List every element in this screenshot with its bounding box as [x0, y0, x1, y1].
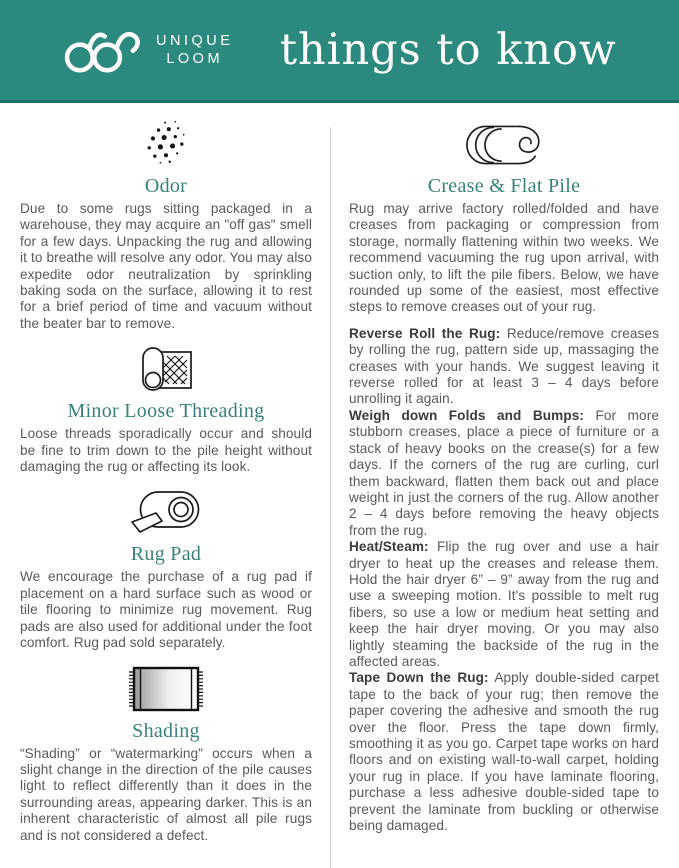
brand-line1: UNIQUE — [156, 32, 234, 49]
section-title-crease-flat-pile: Crease & Flat Pile — [427, 175, 581, 197]
section-odor — [20, 117, 312, 332]
page-title: things to know — [279, 25, 617, 75]
tip-heat-steam — [349, 539, 659, 670]
shaded-rug-fringe-icon — [20, 662, 312, 718]
tip-weigh-down-body: For more stubborn creases, place a piece of furniture or a stack of heavy books on the crease(s) for a few days. If the corners of the rug are curling, curl them backward, flatten them back out and place weight in just the corners of the rug. Allow another 2 – 4 days before removing the heavy objects from the rug. — [349, 407, 659, 538]
section-title-rug-pad: Rug Pad — [130, 543, 202, 566]
tip-heat-steam-body: Flip the rug over and use a hair dryer to heat up the creases and release them. Hold the hair dryer 6” – 9” away from the rug and use a sweeping motion. It's possible to melt rug fibers, so use a low or medium heat setting and keep the hair dryer moving. Or you may also lightly steaming the backside of the rug in the affected areas. — [349, 539, 659, 669]
rug-pad-roll-icon — [20, 485, 312, 541]
section-body-minor-loose-threading: Loose threads sporadically occur and should be fine to trim down to the pile height without damaging the rug or affecting its look. — [20, 426, 312, 475]
section-body-shading: “Shading” or “watermarking” occurs when a slight change in the direction of the pile causes light to reflect differently than it does in the surrounding areas, appearing darker. This is an inherent characteristic of almost all pile rugs and is not considered a defect. — [20, 745, 312, 843]
section-shading — [20, 662, 312, 844]
brand-block — [60, 22, 233, 78]
content-area — [0, 103, 679, 868]
tip-tape-down-label: Tape Down the Rug: — [349, 670, 489, 686]
brand-line2: LOOM — [166, 51, 224, 67]
tip-weigh-down — [349, 408, 659, 539]
section-body-rug-pad: We encourage the purchase of a rug pad if placement on a hard surface such as wood or tile flooring to minimize rug movement. Rug pads are also used for additional under the foot comfort. Rug pad sold separately. — [20, 569, 312, 651]
tip-reverse-roll — [349, 326, 659, 408]
odor-dots-icon — [20, 117, 312, 173]
column-divider — [330, 127, 331, 868]
tip-reverse-roll-label: Reverse Roll the Rug: — [349, 325, 501, 341]
tip-weigh-down-label: Weigh down Folds and Bumps: — [349, 407, 585, 423]
tip-reverse-roll-body: Reduce/remove creases by rolling the rug, pattern side up, massaging the creases with your hands. We suggest leaving it reverse rolled for at least 3 – 4 days before unrolling it again. — [349, 325, 659, 407]
section-body-crease-flat-pile: Rug may arrive factory rolled/folded and have creases from packaging or compression from storage, normally flattening within two weeks. We recommend vacuuming the rug upon arrival, with suction only, to lift the pile fibers. Below, we have rounded up some of the easiest, most effective steps to remove creases out of your rug. — [349, 201, 659, 315]
rolled-rug-spiral-icon — [349, 117, 659, 173]
section-minor-loose-threading — [20, 342, 312, 475]
section-title-minor-loose-threading: Minor Loose Threading — [67, 400, 265, 423]
right-column — [330, 115, 679, 868]
left-column — [0, 115, 330, 868]
header-banner — [0, 0, 679, 103]
section-title-shading: Shading — [132, 719, 200, 742]
tip-tape-down — [349, 670, 659, 834]
brand-wordmark — [156, 32, 233, 68]
section-rug-pad — [20, 485, 312, 651]
section-crease-flat-pile — [349, 117, 659, 316]
tip-tape-down-body: Apply double-sided carpet tape to the back of your rug; then remove the paper covering the adhesive and smooth the rug over the floor. Press the tape down firmly, smoothing it as you go. Carpet tape works on hard floors and on existing wall-to-wall carpet, holding your rug in place. If you have laminate flooring, purchase a less adhesive double-sided tape to prevent the laminate from buckling or otherwise being damaged. — [349, 670, 659, 834]
section-title-odor: Odor — [144, 175, 188, 197]
unrolling-rug-crosshatch-icon — [20, 342, 312, 398]
section-body-odor: Due to some rugs sitting packaged in a warehouse, they may acquire an "off gas" smell for a few days. Unpacking the rug and allowing it to breathe will resolve any odor. You may also expedite odor neutralization by sprinkling baking soda on the surface, allowing it to rest for a brief period of time and vacuum without the beater bar to remove. — [20, 201, 312, 331]
unique-loom-double-loop-icon — [60, 22, 146, 78]
tip-heat-steam-label: Heat/Steam: — [349, 539, 429, 555]
